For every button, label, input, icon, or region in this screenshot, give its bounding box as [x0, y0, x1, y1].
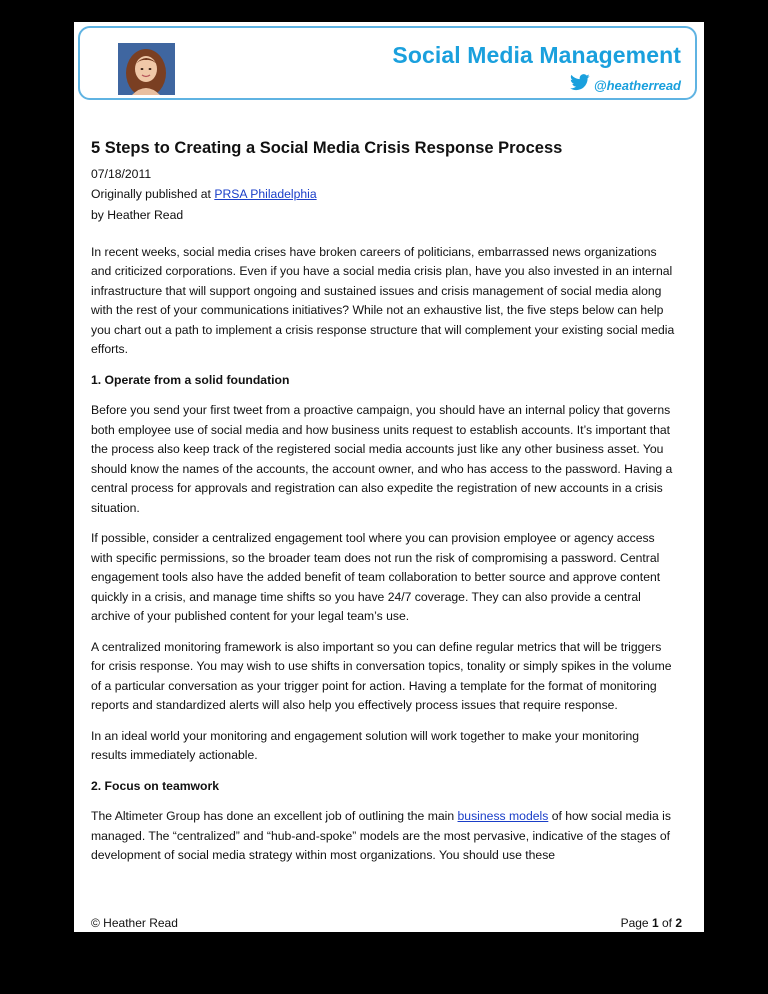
article-body — [91, 138, 677, 866]
section-1-paragraph-1: Before you send your first tweet from a proactive campaign, you should have an internal policy that governs both employee use of social media and how business units request to establish accounts. It’s important that the process also keep track of the registered social media accounts just like any other business asset. You should know the names of the accounts, the account owner, and who has access to the password. Having a central process for approvals and registration can also expedite the registration of new accounts in a crisis situation. — [91, 403, 673, 515]
page-total: 2 — [675, 916, 682, 930]
section-2-text-after: of how social media is managed. The “centralized” and “hub-and-spoke” models are the most pervasive, indicative of the stages of development of social media strategy within most organizations. You should use these — [91, 809, 671, 863]
intro-paragraph: In recent weeks, social media crises have broken careers of politicians, embarrassed news organizations and criticized corporations. Even if you have a social media crisis plan, have you also invested in an internal infrastructure that will support ongoing and sustained issues and crisis management of social media along with the rest of your communications initiatives? While not an exhaustive list, the five steps below can help you chart out a path to implement a crisis response structure that will complement your existing social media efforts. — [91, 244, 675, 357]
prsa-philadelphia-link[interactable]: PRSA Philadelphia — [214, 187, 317, 202]
twitter-row[interactable] — [570, 74, 681, 96]
section-2-paragraph-1 — [91, 807, 677, 866]
footer-copyright: © Heather Read — [91, 916, 178, 930]
page-of: of — [658, 916, 676, 930]
article-meta — [91, 164, 677, 225]
twitter-bird-icon — [570, 74, 590, 96]
avatar — [118, 43, 175, 95]
section-2-heading: 2. Focus on teamwork — [91, 778, 219, 793]
page-current: 1 — [651, 916, 659, 930]
page-number — [621, 916, 682, 930]
twitter-handle-link[interactable]: @heatherread — [593, 77, 681, 93]
published-prefix: Originally published at — [91, 187, 215, 202]
published-line — [91, 184, 677, 204]
section-2-text-before: The Altimeter Group has done an excellent job of outlining the main — [91, 809, 458, 824]
byline: by Heather Read — [91, 207, 184, 222]
page-title: Social Media Management — [392, 42, 681, 68]
article-date: 07/18/2011 — [91, 167, 152, 181]
header-banner — [78, 26, 697, 100]
page-footer — [91, 916, 682, 930]
article-title: 5 Steps to Creating a Social Media Crisis Response Process — [91, 139, 563, 157]
document-page — [74, 22, 704, 932]
section-1-paragraph-3: A centralized monitoring framework is also important so you can define regular metrics that will be triggers for crisis response. You may wish to use shifts in conversation topics, tonality or simply spikes in the volume of a particular conversation as your trigger point for action. Having a template for the format of monitoring reports and standardized alerts will also help you effectively process issues that require response. — [91, 639, 672, 713]
page-label: Page — [620, 916, 652, 930]
section-1-heading: 1. Operate from a solid foundation — [91, 372, 290, 387]
business-models-link[interactable]: business models — [457, 809, 549, 824]
section-1-paragraph-2: If possible, consider a centralized engagement tool where you can provision employee or agency access with specific permissions, so the broader team does not run the risk of compromising a password. Central engagement tools also have the added benefit of team collaboration to better source and approve content quickly in a crisis, and manage time shifts so you have 24/7 coverage. They can also provide a central archive of your published content for your legal team’s use. — [91, 531, 661, 624]
section-1-paragraph-4: In an ideal world your monitoring and engagement solution will work together to make your monitoring results immediately actionable. — [91, 728, 640, 763]
